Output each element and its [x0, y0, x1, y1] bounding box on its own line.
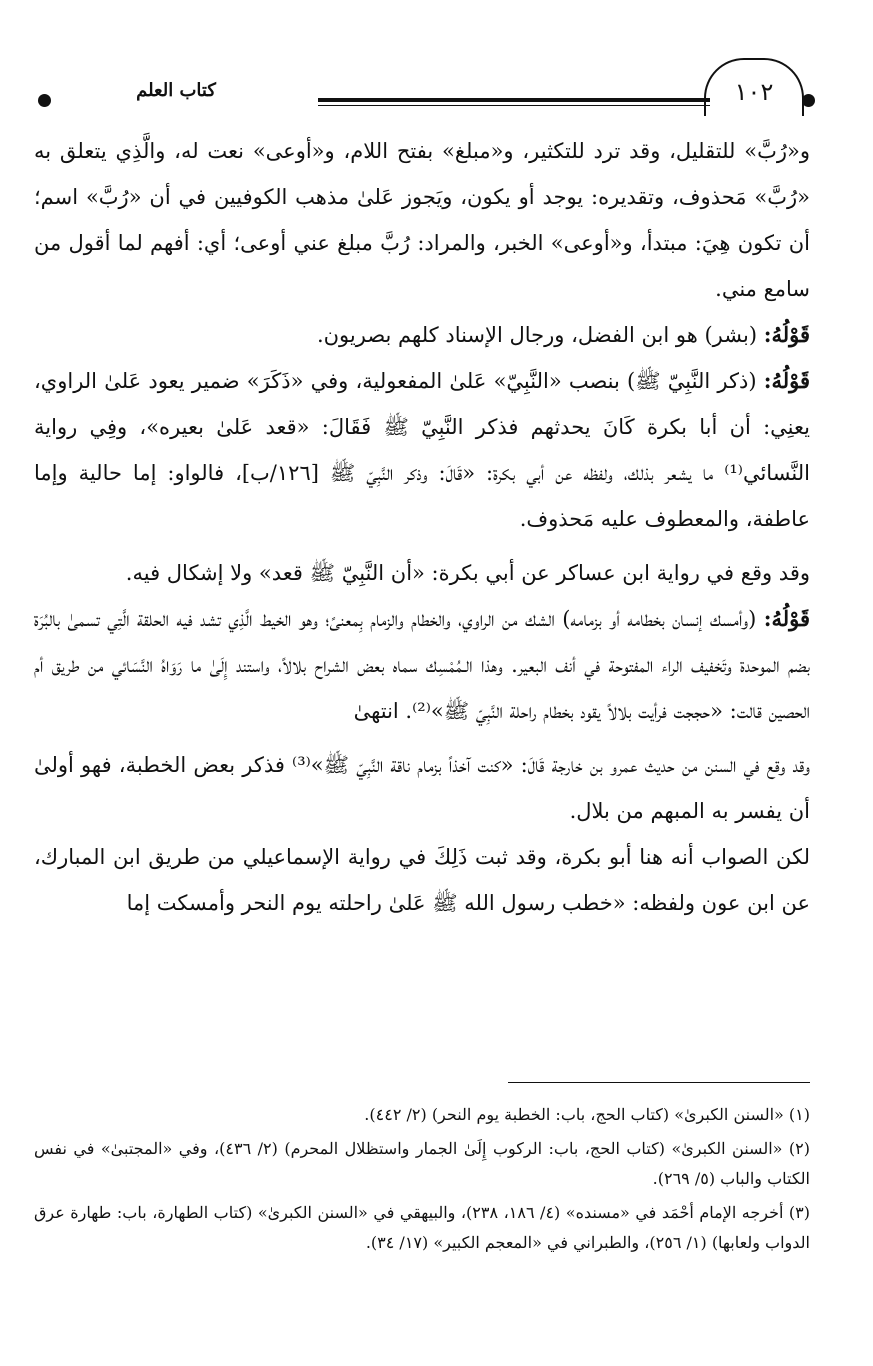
- paragraph: [34, 834, 810, 926]
- paragraph: [34, 742, 810, 834]
- paragraph: [34, 596, 810, 734]
- footnote-separator: [508, 1082, 810, 1083]
- paragraph-lead: قَوْلُهُ:: [763, 606, 810, 631]
- page-number-tab: [704, 58, 804, 116]
- footnote: (١) «السنن الكبرىٰ» (كتاب الحج، باب: الخطبة يوم النحر) (٢/ ٤٤٢).: [364, 1105, 810, 1124]
- paragraph-text: (وأمسك إنسان بخطامه أو بزمامه) الشك من الراوي، والخطام والزمام بِمعنىً؛ وهو الخيط الَّذِي تشد فيه الحلقة الَّتِي تسمىٰ بالبُرَة بضم الموحدة وتَخفيف الراء المفتوحة في أنف البعير. وهذا الـمُمْسِك سماه بعض الشراح بلالاً، واستند إِلَىٰ ما رَوَاهُ النَّسَائي من طريق أم الحصين قالت: «حججت فرأيت بلالاً يقود بخطام راحلة النَّبِيّ ﷺ»⁽²⁾. انتهىٰ: [34, 607, 810, 723]
- footnotes: [34, 1100, 810, 1262]
- header-rule-thin: [318, 105, 710, 106]
- paragraph-lead: قَوْلُهُ:: [763, 368, 810, 393]
- paragraph-text: (ذكر النَّبِيّ ﷺ) بنصب «النَّبِيّ» عَلىٰ المفعولية، وفي «ذَكَرَ» ضمير يعود عَلىٰ الراوي، يعنِي: أن أبا بكرة كَانَ يحدثهم فذكر النَّبِيّ ﷺ فَقَالَ: «قعد عَلىٰ بعيره»، وفِي رواية النَّسائي⁽¹⁾ ما يشعر بذلك، ولفظه عن أبي بكرة: «قَالَ: وذكر النَّبِيّ ﷺ [١٢٦/ب]، فالواو: إما حالية وإما عاطفة، والمعطوف عليه مَحذوف.: [34, 369, 811, 531]
- page-number: ١٠٢: [734, 78, 774, 106]
- paragraph: [34, 128, 810, 312]
- paragraph: [34, 312, 810, 358]
- main-text: [34, 128, 810, 926]
- book-title: كتاب العلم: [136, 80, 216, 101]
- header-dot-ornament-right: [802, 94, 815, 107]
- running-header: [22, 58, 822, 118]
- paragraph: [34, 358, 810, 542]
- footnote: (٣) أخرجه الإمام أحْمَد في «مسنده» (٤/ ١٨٦، ٢٣٨)، والبيهقي في «السنن الكبرىٰ» (كتاب الطهارة، باب: طهارة عرق الدواب ولعابها) (١/ ٢٥٦)، والطبراني في «المعجم الكبير» (١٧/ ٣٤).: [34, 1203, 811, 1252]
- paragraph-text: وقد وقع في رواية ابن عساكر عن أبي بكرة: «أن النَّبِيّ ﷺ قعد» ولا إشكال فيه.: [125, 561, 810, 585]
- header-rule: [318, 98, 710, 102]
- paragraph-text: لكن الصواب أنه هنا أبو بكرة، وقد ثبت ذَلِكَ في رواية الإسماعيلي من طريق ابن المبارك، عن ابن عون ولفظه: «خطب رسول الله ﷺ عَلىٰ راحلته يوم النحر وأمسكت إما: [34, 845, 810, 915]
- header-dot-ornament-left: [38, 94, 51, 107]
- paragraph-text: (بشر) هو ابن الفضل، ورجال الإسناد كلهم بصريون.: [316, 323, 764, 347]
- footnote: (٢) «السنن الكبرىٰ» (كتاب الحج، باب: الركوب إِلَىٰ الجمار واستظلال المحرم) (٢/ ٤٣٦)، وفي «المجتبىٰ» في نفس الكتاب والباب (٥/ ٢٦٩).: [34, 1139, 810, 1188]
- paragraph-text: و«رُبَّ» للتقليل، وقد ترد للتكثير، و«مبلغ» بفتح اللام، و«أوعى» نعت له، والَّذِي يتعلق به «رُبَّ» مَحذوف، وتقديره: يوجد أو يكون، ويَجوز عَلىٰ مذهب الكوفيين في أن «رُبَّ» اسم؛ أن تكون هِيَ: مبتدأ، و«أوعى» الخبر، والمراد: رُبَّ مبلغ عني أوعى؛ أي: أفهم لما أقول من سامع مني.: [34, 139, 810, 301]
- paragraph-text: وقد وقع في السنن من حديث عمرو بن خارجة قَالَ: «كنت آخذاً بزمام ناقة النَّبِيّ ﷺ»⁽³⁾ فذكر بعض الخطبة، فهو أولىٰ أن يفسر به المبهم من بلال.: [34, 753, 810, 823]
- paragraph: [34, 550, 810, 596]
- paragraph-lead: قَوْلُهُ:: [763, 322, 810, 347]
